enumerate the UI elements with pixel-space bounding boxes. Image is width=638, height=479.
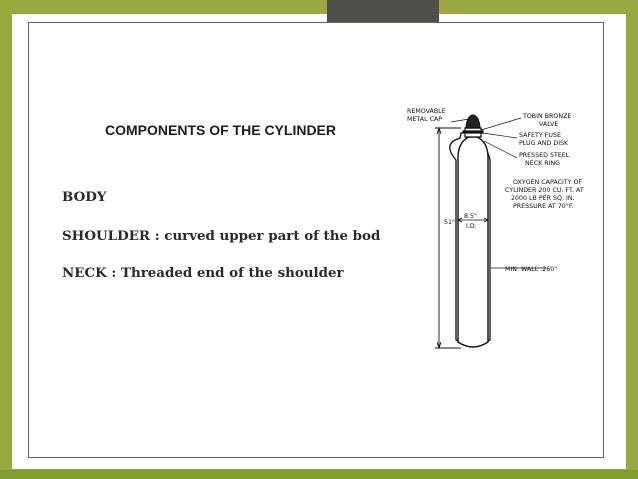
label-min-wall: MIN. WALL .260" xyxy=(505,266,558,273)
body-line-shoulder: SHOULDER : curved upper part of the bod xyxy=(62,228,381,244)
cylinder-body xyxy=(458,137,488,347)
slide-title: COMPONENTS OF THE CYLINDER xyxy=(105,122,337,138)
label-capacity-1: OXYGEN CAPACITY OF xyxy=(513,179,583,186)
label-tobin-bronze: TOBIN BRONZE xyxy=(523,113,572,120)
label-neck-ring: NECK RING xyxy=(525,160,561,167)
label-removable: REMOVABLE xyxy=(407,108,446,115)
oxygen-cylinder-diagram xyxy=(401,100,597,365)
height-label: 51" xyxy=(444,219,455,226)
diameter-label: 8.5" xyxy=(464,213,477,220)
label-capacity-4: PRESSURE AT 70°F. xyxy=(513,203,574,210)
top-bar xyxy=(0,0,638,14)
body-line-body: BODY xyxy=(62,189,107,205)
label-plug-disk: PLUG AND DISK xyxy=(519,140,569,147)
label-pressed-steel: PRESSED STEEL xyxy=(519,152,570,159)
label-capacity-3: 2000 LB PER SQ. IN. xyxy=(511,195,575,202)
diameter-id-label: I.D. xyxy=(466,223,477,230)
bottom-strip xyxy=(0,470,638,479)
valve-cap xyxy=(463,115,483,137)
label-metal-cap: METAL CAP xyxy=(407,116,443,123)
label-safety-fuse: SAFETY FUSE xyxy=(519,132,561,139)
label-valve: VALVE xyxy=(539,121,559,128)
label-capacity-2: CYLINDER 200 CU. FT. AT xyxy=(505,187,584,194)
body-line-neck: NECK : Threaded end of the shoulder xyxy=(62,265,344,281)
height-dimension xyxy=(435,128,461,348)
